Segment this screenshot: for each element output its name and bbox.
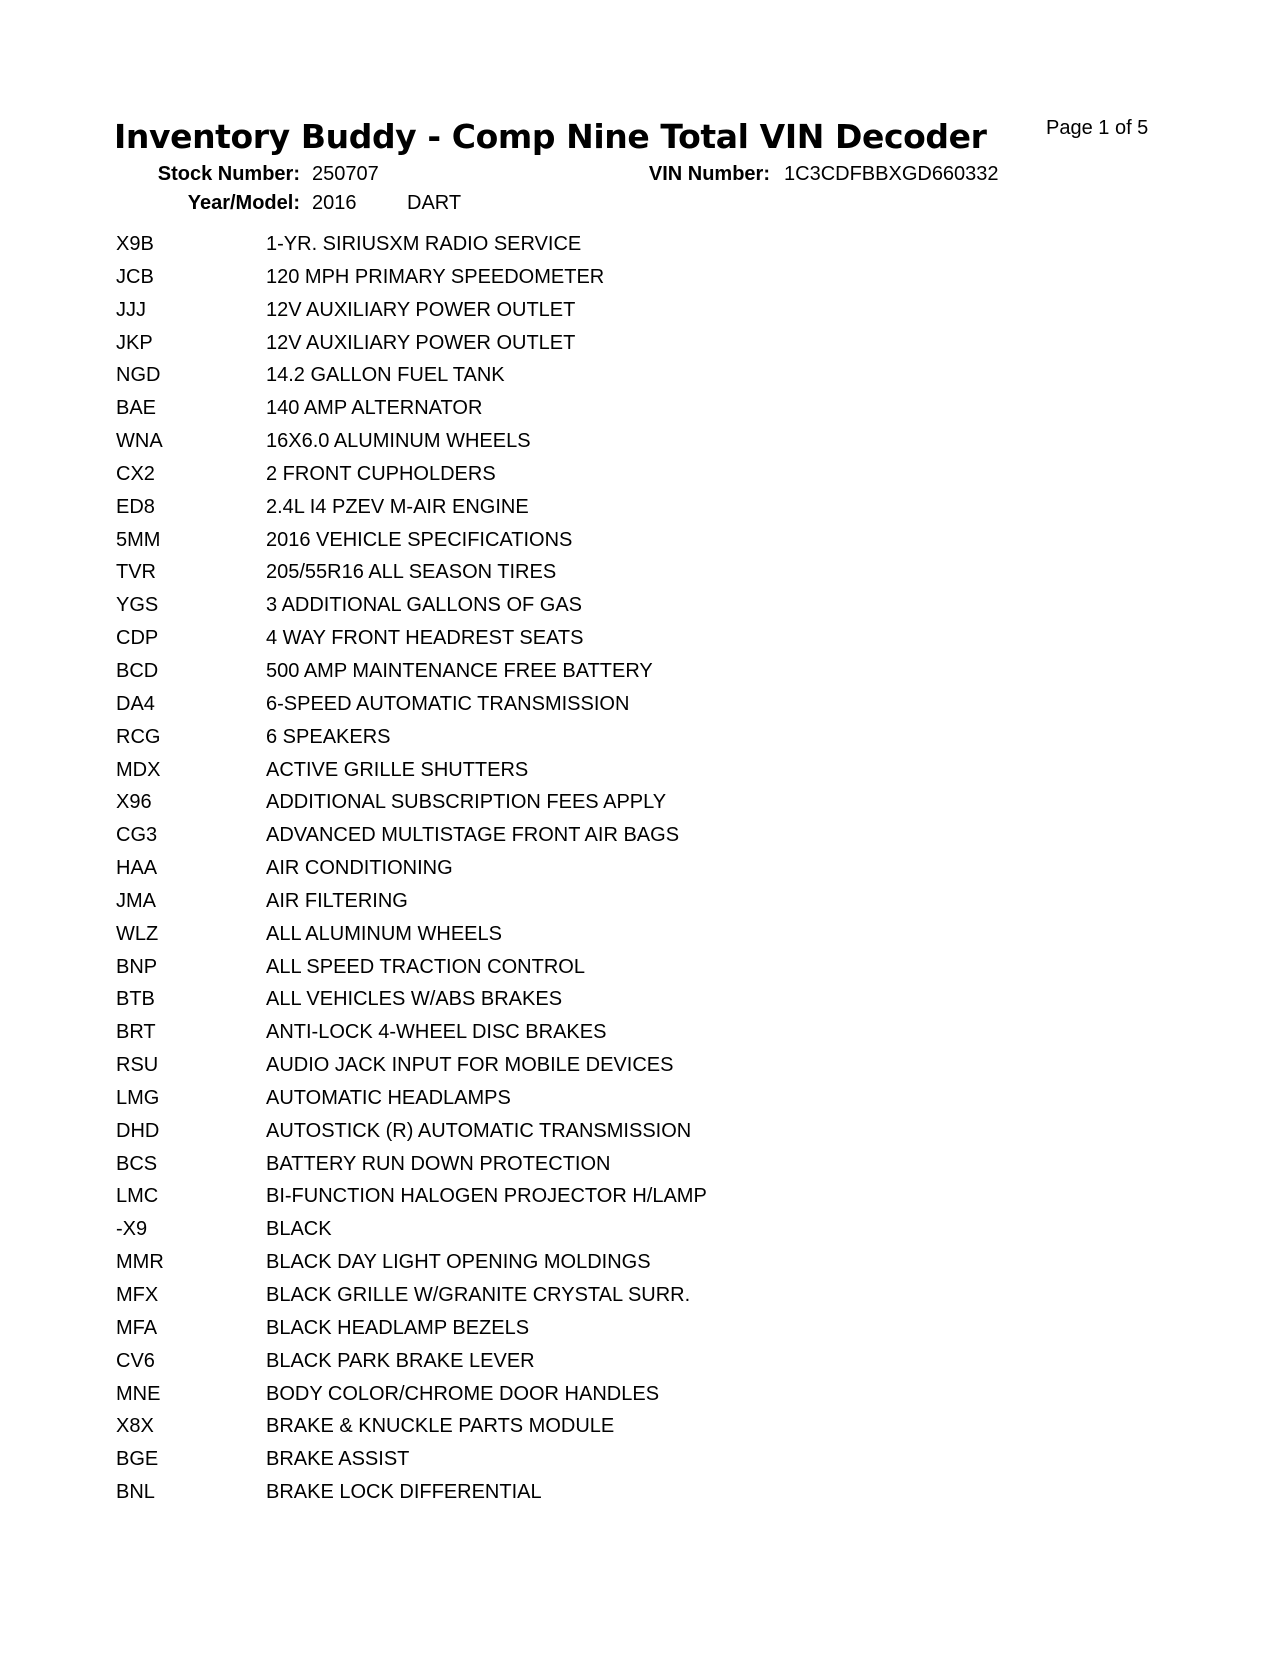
option-description: 6 SPEAKERS bbox=[266, 725, 391, 748]
option-description: 12V AUXILIARY POWER OUTLET bbox=[266, 298, 576, 321]
stock-number-label: Stock Number: bbox=[157, 163, 300, 185]
option-code: X9B bbox=[116, 233, 154, 255]
option-description: BODY COLOR/CHROME DOOR HANDLES bbox=[266, 1382, 660, 1405]
option-code: MDX bbox=[116, 758, 161, 781]
option-description: BATTERY RUN DOWN PROTECTION bbox=[266, 1152, 611, 1175]
option-code: RCG bbox=[116, 725, 161, 748]
option-code: HAA bbox=[116, 857, 158, 880]
option-description: ACTIVE GRILLE SHUTTERS bbox=[266, 758, 529, 781]
option-code: BCS bbox=[116, 1152, 158, 1175]
option-code: MFX bbox=[116, 1284, 159, 1306]
option-description: BRAKE & KNUCKLE PARTS MODULE bbox=[266, 1415, 615, 1438]
option-description: 3 ADDITIONAL GALLONS OF GAS bbox=[266, 594, 583, 617]
option-code: X96 bbox=[116, 791, 152, 814]
option-code: WNA bbox=[116, 430, 163, 453]
vin-number-value: 1C3CDFBBXGD660332 bbox=[784, 163, 999, 185]
option-description: BRAKE LOCK DIFFERENTIAL bbox=[266, 1481, 542, 1504]
option-code: DA4 bbox=[116, 692, 155, 715]
option-code: MFA bbox=[116, 1316, 158, 1339]
option-code: CV6 bbox=[116, 1349, 155, 1372]
option-description: ADDITIONAL SUBSCRIPTION FEES APPLY bbox=[266, 791, 667, 814]
option-code: CG3 bbox=[116, 824, 158, 847]
option-code: 5MM bbox=[116, 528, 161, 551]
option-description: BI-FUNCTION HALOGEN PROJECTOR H/LAMP bbox=[266, 1185, 707, 1208]
option-code: JKP bbox=[116, 331, 153, 354]
option-code: X8X bbox=[116, 1415, 154, 1438]
option-description: 1-YR. SIRIUSXM RADIO SERVICE bbox=[266, 233, 582, 255]
option-description: 205/55R16 ALL SEASON TIRES bbox=[266, 561, 557, 584]
option-code: MNE bbox=[116, 1382, 161, 1405]
option-description: 120 MPH PRIMARY SPEEDOMETER bbox=[266, 265, 605, 288]
page-number: Page 1 of 5 bbox=[1046, 117, 1149, 139]
option-description: AIR CONDITIONING bbox=[266, 857, 453, 880]
option-description: 16X6.0 ALUMINUM WHEELS bbox=[266, 430, 531, 453]
option-code: BTB bbox=[116, 988, 155, 1011]
option-description: ANTI-LOCK 4-WHEEL DISC BRAKES bbox=[266, 1021, 607, 1044]
option-code: BRT bbox=[116, 1021, 156, 1044]
option-code: LMC bbox=[116, 1185, 159, 1208]
option-code: TVR bbox=[116, 561, 156, 584]
option-code: CDP bbox=[116, 627, 159, 650]
option-description: AUDIO JACK INPUT FOR MOBILE DEVICES bbox=[266, 1054, 674, 1077]
option-description: BLACK bbox=[266, 1218, 332, 1241]
option-code: LMG bbox=[116, 1086, 160, 1109]
option-description: BLACK PARK BRAKE LEVER bbox=[266, 1349, 535, 1372]
option-code: YGS bbox=[116, 594, 159, 617]
option-description: 2 FRONT CUPHOLDERS bbox=[266, 462, 496, 485]
option-description: AUTOSTICK (R) AUTOMATIC TRANSMISSION bbox=[266, 1119, 692, 1142]
option-code: DHD bbox=[116, 1119, 160, 1142]
option-code: JJJ bbox=[116, 298, 146, 321]
vin-number-label: VIN Number: bbox=[648, 163, 770, 185]
option-description: BLACK DAY LIGHT OPENING MOLDINGS bbox=[266, 1251, 651, 1274]
option-code: WLZ bbox=[116, 922, 159, 945]
option-description: 140 AMP ALTERNATOR bbox=[266, 397, 483, 420]
option-description: 6-SPEED AUTOMATIC TRANSMISSION bbox=[266, 692, 630, 715]
option-description: ALL ALUMINUM WHEELS bbox=[266, 922, 502, 945]
option-description: 2.4L I4 PZEV M-AIR ENGINE bbox=[266, 495, 529, 518]
option-code: JMA bbox=[116, 889, 156, 912]
option-code: RSU bbox=[116, 1054, 159, 1077]
year-model-label: Year/Model: bbox=[187, 192, 300, 214]
option-description: ALL VEHICLES W/ABS BRAKES bbox=[266, 988, 563, 1011]
option-code: MMR bbox=[116, 1251, 164, 1274]
option-code: BNL bbox=[116, 1481, 155, 1504]
option-code: BGE bbox=[116, 1448, 159, 1471]
option-description: BRAKE ASSIST bbox=[266, 1448, 410, 1471]
option-code: ED8 bbox=[116, 495, 155, 518]
option-code: BNP bbox=[116, 955, 158, 978]
page-title: Inventory Buddy - Comp Nine Total VIN Decoder bbox=[114, 117, 987, 156]
stock-number-value: 250707 bbox=[312, 163, 379, 185]
option-description: 2016 VEHICLE SPECIFICATIONS bbox=[266, 528, 573, 551]
option-description: ADVANCED MULTISTAGE FRONT AIR BAGS bbox=[266, 824, 680, 847]
option-code: -X9 bbox=[116, 1218, 148, 1241]
option-code: JCB bbox=[116, 265, 154, 288]
option-description: AUTOMATIC HEADLAMPS bbox=[266, 1086, 511, 1109]
option-description: 14.2 GALLON FUEL TANK bbox=[266, 364, 505, 387]
option-description: ALL SPEED TRACTION CONTROL bbox=[266, 955, 585, 978]
option-description: AIR FILTERING bbox=[266, 889, 408, 912]
option-code: BAE bbox=[116, 397, 157, 420]
option-description: 4 WAY FRONT HEADREST SEATS bbox=[266, 627, 584, 650]
option-description: BLACK GRILLE W/GRANITE CRYSTAL SURR. bbox=[266, 1284, 691, 1306]
option-code: CX2 bbox=[116, 462, 155, 485]
model-value: DART bbox=[407, 192, 462, 214]
option-description: BLACK HEADLAMP BEZELS bbox=[266, 1316, 530, 1339]
option-description: 500 AMP MAINTENANCE FREE BATTERY bbox=[266, 659, 653, 682]
option-code: BCD bbox=[116, 659, 159, 682]
option-code: NGD bbox=[116, 364, 161, 387]
option-description: 12V AUXILIARY POWER OUTLET bbox=[266, 331, 576, 354]
year-value: 2016 bbox=[312, 192, 357, 214]
